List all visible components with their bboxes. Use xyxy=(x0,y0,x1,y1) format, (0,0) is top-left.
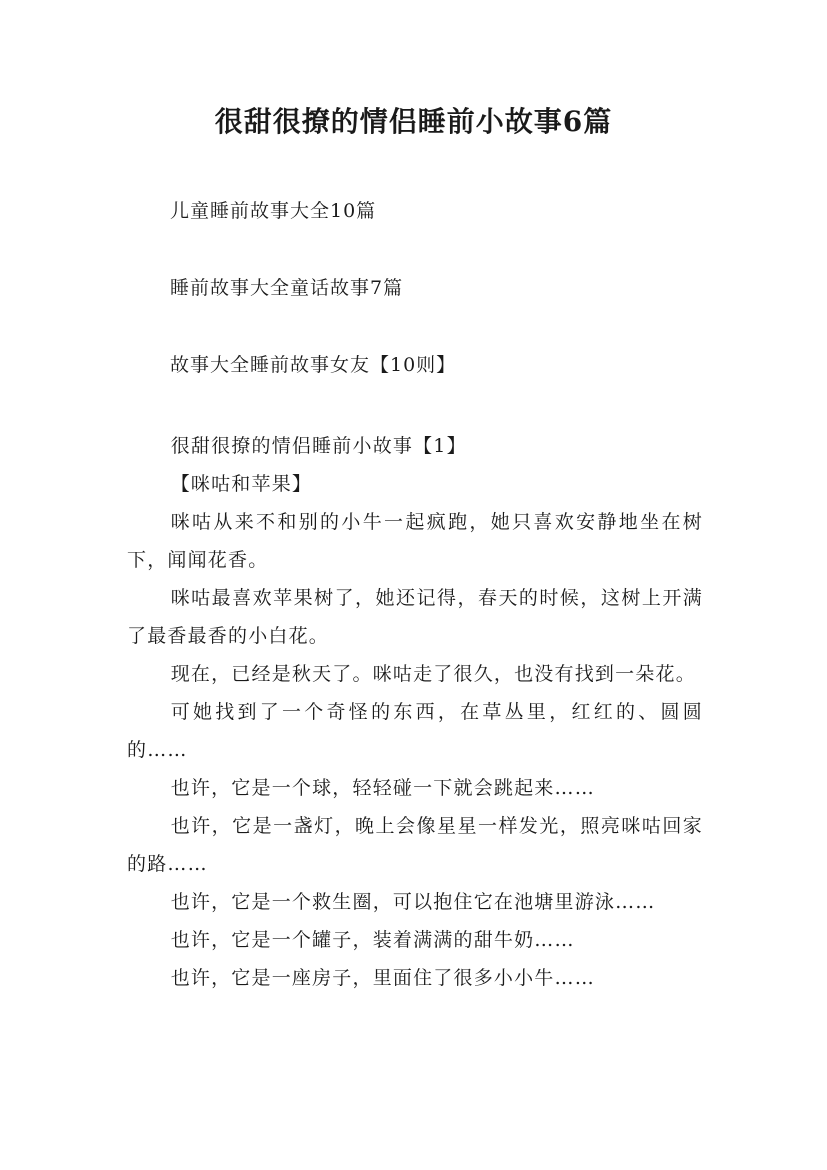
story-paragraph: 咪咕从来不和别的小牛一起疯跑，她只喜欢安静地坐在树下，闻闻花香。 xyxy=(127,511,703,571)
story-paragraph: 也许，它是一个球，轻轻碰一下就会跳起来…… xyxy=(170,777,595,799)
section-heading: 很甜很撩的情侣睡前小故事【1】 xyxy=(170,435,467,457)
story-paragraph: 也许，它是一座房子，里面住了很多小小牛…… xyxy=(170,967,595,989)
story-paragraph: 也许，它是一盏灯，晚上会像星星一样发光，照亮咪咕回家的路…… xyxy=(127,815,703,875)
story-paragraph: 现在，已经是秋天了。咪咕走了很久，也没有找到一朵花。 xyxy=(170,663,696,685)
related-link[interactable]: 儿童睡前故事大全10篇 xyxy=(170,200,377,222)
related-link[interactable]: 睡前故事大全童话故事7篇 xyxy=(170,277,404,299)
story-paragraph: 也许，它是一个救生圈，可以抱住它在池塘里游泳…… xyxy=(170,891,656,913)
story-paragraph: 可她找到了一个奇怪的东西，在草丛里，红红的、圆圆的…… xyxy=(127,701,703,761)
document-title: 很甜很撩的情侣睡前小故事6篇 xyxy=(214,105,613,138)
story-paragraph: 咪咕最喜欢苹果树了，她还记得，春天的时候，这树上开满了最香最香的小白花。 xyxy=(127,587,703,647)
story-paragraph: 也许，它是一个罐子，装着满满的甜牛奶…… xyxy=(170,929,575,951)
related-link[interactable]: 故事大全睡前故事女友【10则】 xyxy=(170,354,457,376)
story-body xyxy=(127,427,703,997)
story-title: 【咪咕和苹果】 xyxy=(170,473,313,495)
